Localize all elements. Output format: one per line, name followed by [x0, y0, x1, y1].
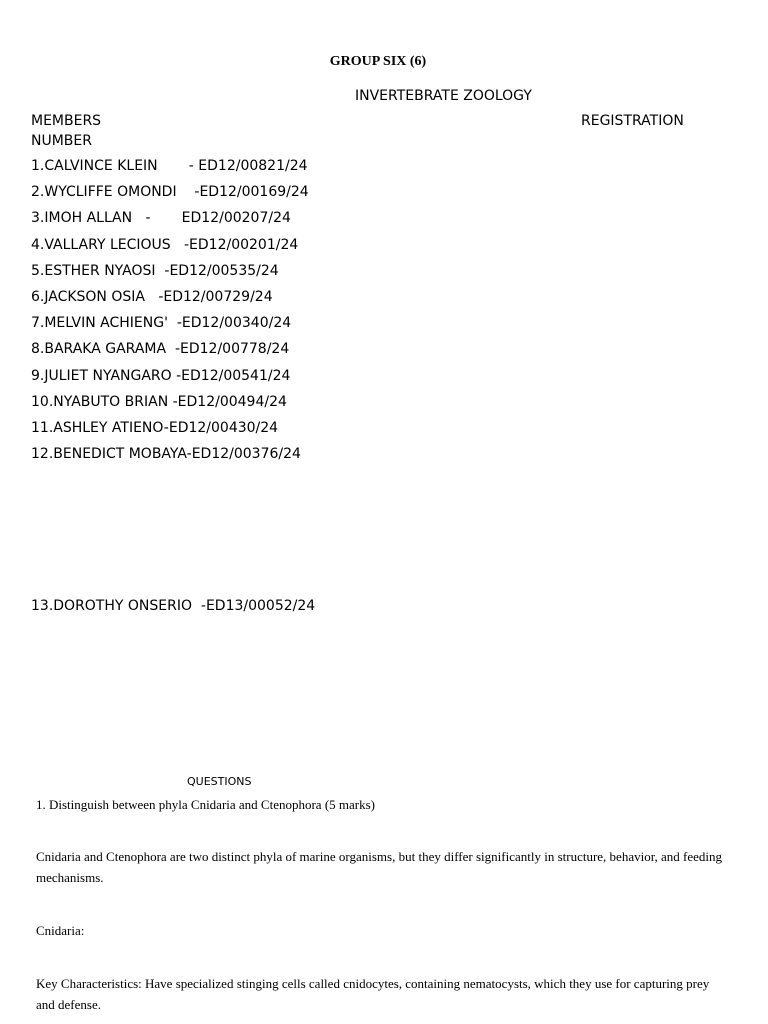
member-entry: 2.WYCLIFFE OMONDI -ED12/00169/24	[31, 184, 309, 201]
member-entry-13: 13.DOROTHY ONSERIO -ED13/00052/24	[31, 598, 316, 614]
registration-column-label: REGISTRATION	[581, 113, 684, 129]
member-entry: 6.JACKSON OSIA -ED12/00729/24	[31, 288, 273, 305]
number-column-label: NUMBER	[31, 133, 92, 149]
questions-heading: QUESTIONS	[187, 775, 252, 788]
member-entry: 9.JULIET NYANGARO -ED12/00541/24	[31, 367, 291, 384]
group-title: GROUP SIX (6)	[329, 54, 427, 69]
cnidaria-heading: Cnidaria:	[36, 923, 85, 938]
intro-paragraph: Cnidaria and Ctenophora are two distinct phyla of marine organisms, but they differ significantly in structure, behavior, and feeding mechanisms.	[36, 849, 723, 885]
member-entry: 4.VALLARY LECIOUS -ED12/00201/24	[31, 236, 299, 253]
course-title: INVERTEBRATE ZOOLOGY	[355, 88, 532, 104]
question-1: 1. Distinguish between phyla Cnidaria and Ctenophora (5 marks)	[36, 797, 376, 812]
member-entry: 5.ESTHER NYAOSI -ED12/00535/24	[31, 262, 279, 279]
member-entry: 8.BARAKA GARAMA -ED12/00778/24	[31, 341, 290, 358]
member-list	[31, 159, 309, 473]
member-entry: 1.CALVINCE KLEIN - ED12/00821/24	[31, 158, 308, 174]
member-entry: 7.MELVIN ACHIENG' -ED12/00340/24	[31, 315, 292, 332]
member-entry: 12.BENEDICT MOBAYA-ED12/00376/24	[31, 446, 301, 463]
member-entry: 3.IMOH ALLAN - ED12/00207/24	[31, 210, 291, 227]
member-entry: 10.NYABUTO BRIAN -ED12/00494/24	[31, 393, 287, 410]
member-entry: 11.ASHLEY ATIENO-ED12/00430/24	[31, 419, 279, 436]
members-column-label: MEMBERS	[31, 113, 102, 129]
key-characteristics-paragraph: Key Characteristics: Have specialized stinging cells called cnidocytes, containing nematocysts, which they use for capturing prey and defense.	[36, 976, 710, 1012]
